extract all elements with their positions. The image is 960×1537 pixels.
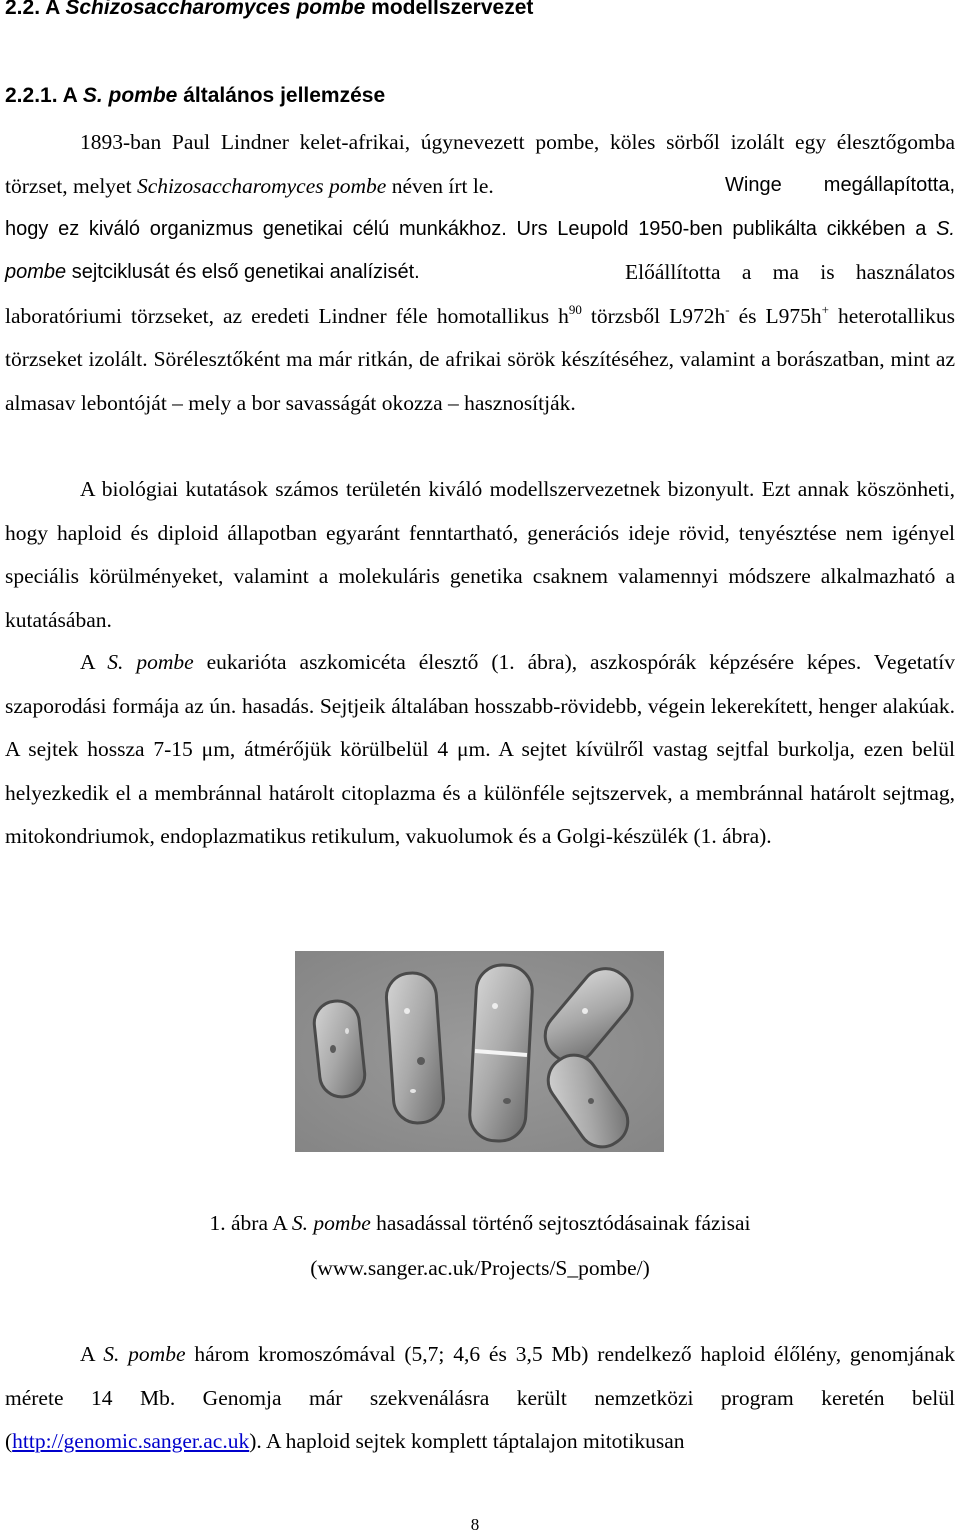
subheading-italic: S. pombe (82, 84, 178, 107)
paragraph-2: A biológiai kutatások számos területén kiváló modellszervezetnek bizonyult. Ezt annak köszönheti, hogy haploid és diploid állapotban egyaránt fenntartható, generációs ideje rövid, tenyésztése nem igényel speciális körülményeket, valamint a molekuláris genetika csaknem valamennyi módszere alkalmazható a kutatásában. (5, 477, 955, 632)
figure-caption: 1. ábra A S. pombe hasadással történő sejtosztódásainak fázisai (209, 1211, 751, 1235)
paragraph-4: A S. pombe három kromoszómával (5,7; 4,6 és 3,5 Mb) rendelkező haploid élőlény, genomjának mérete 14 Mb. Genomja már szekvenálásra került nemzetközi program keretén belül (http://genomic.sanger.ac.uk). A haploid sejtek komplett táptalajon mitotikusan (5, 1342, 956, 1453)
subheading-post: általános jellemzése (183, 84, 386, 107)
yeast-cell-2 (385, 971, 445, 1124)
yeast-cell-3-dividing (468, 964, 533, 1143)
paragraph-3: A S. pombe eukarióta aszkomicéta élesztő (1. ábra), aszkospórák képzésére képes. Vegetatív szaporodási formája az ún. hasadás. Sejtjeik általában hosszabb-rövidebb, végein lekerekített, henger alakúak. A sejtek hossza 7-15 μm, átmérőjük körülbelül 4 μm. A sejtet kívülről vastag sejtfal burkolja, ezen belül helyezkedik el a membránnal határolt citoplazma és a különféle sejtszervek, a membránnal határolt sejtmag, mitokondriumok, endoplazmatikus retikulum, vakuolumok és a Golgi-készülék (1. ábra). (5, 650, 955, 848)
section-heading (5, 0, 533, 20)
paragraph-1: 1893-ban Paul Lindner kelet-afrikai, úgynevezett pombe, köles sörből izolált egy élesztőgomba törzset, melyet Schizosaccharomyces pombe néven írt le. (5, 130, 955, 198)
genomic-sanger-link[interactable]: http://genomic.sanger.ac.uk (12, 1429, 250, 1453)
page-number: 8 (470, 1515, 480, 1534)
micrograph-svg (295, 951, 664, 1152)
heading-pre: A (45, 0, 60, 19)
heading-post: modellszervezet (371, 0, 534, 19)
subheading-pre: A (62, 84, 77, 107)
figure-caption-url: (www.sanger.ac.uk/Projects/S_pombe/) (310, 1256, 650, 1280)
heading-italic: Schizosaccharomyces pombe (65, 0, 366, 19)
paragraph-1-rest: Előállította a ma is használatos laboratóriumi törzseket, az eredeti Lindner féle homotallikus $h^{90}$ törzsből L972h- és L975h+ heterotallikus törzseket izolált. Sörélesztőként ma már ritkán, de afrikai sörök készítéséhez, valamint a borászatban, mint az almasav lebontóját – mely a bor savasságát okozza – hasznosítják. (5, 260, 956, 415)
yeast-cell-1 (312, 999, 367, 1099)
heading-number: 2.2. (5, 0, 41, 19)
paragraph-1-sans: Winge megállapította, hogy ez kiváló organizmus genetikai célú munkákhoz. Urs Leupold 1950-ben publikálta cikkében a S. pombe sejtciklusát és első genetikai analízisét. (5, 174, 955, 283)
micrograph-yeast-cells-icon (295, 951, 664, 1152)
subsection-heading (5, 84, 385, 108)
subheading-number: 2.2.1. (5, 84, 58, 107)
